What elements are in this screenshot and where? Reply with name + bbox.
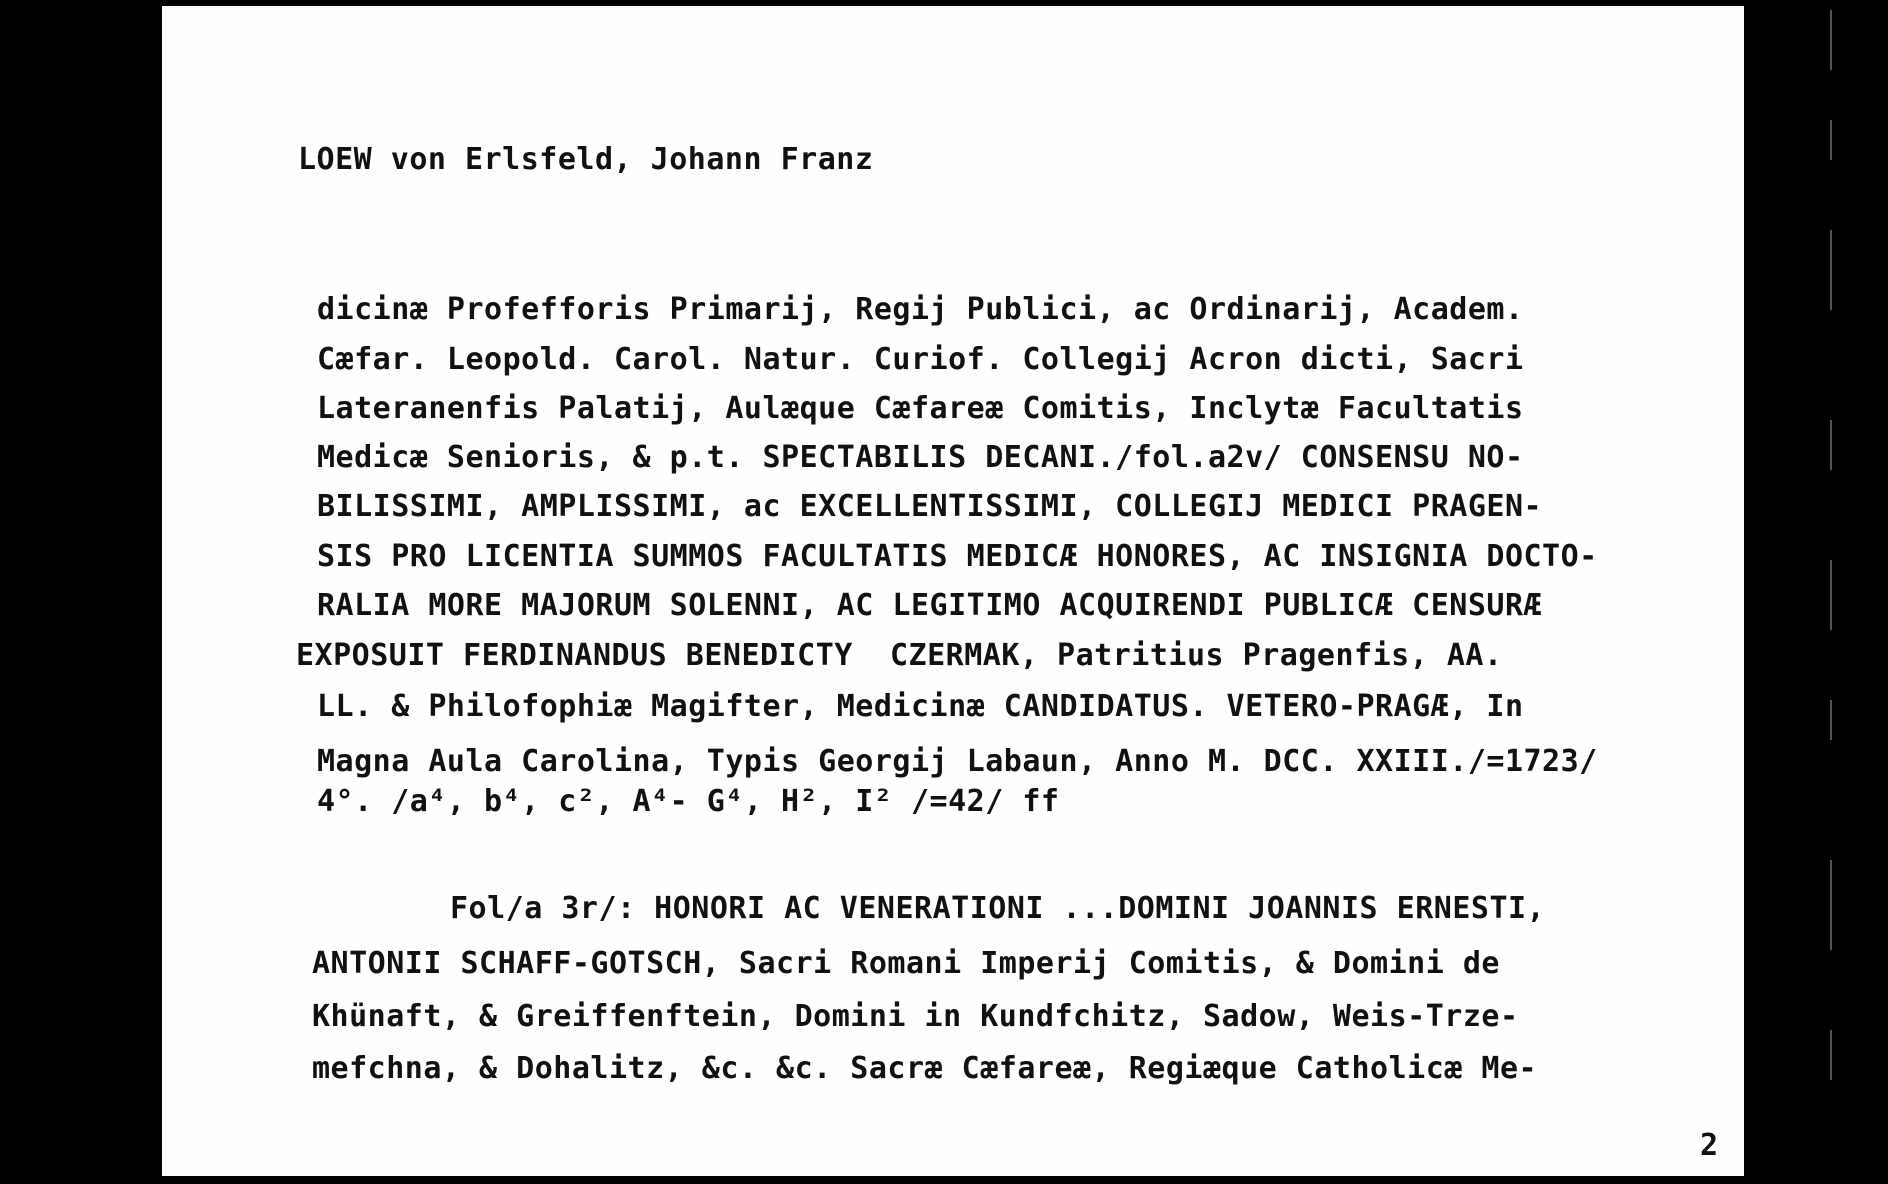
entry-heading: LOEW von Erlsfeld, Johann Franz	[298, 142, 874, 177]
text-line: Medicæ Senioris, & p.t. SPECTABILIS DECANI./fol.a2v/ CONSENSU NO-	[317, 440, 1524, 475]
text-line: LL. & Philofophiæ Magifter, Medicinæ CANDIDATUS. VETERO-PRAGÆ, In	[317, 689, 1524, 724]
page-number: 2	[1699, 1128, 1718, 1163]
text-line: mefchna, & Dohalitz, &c. &c. Sacræ Cæfareæ, Regiæque Catholicæ Me-	[312, 1051, 1538, 1086]
index-card	[162, 6, 1744, 1176]
text-line: ANTONII SCHAFF-GOTSCH, Sacri Romani Imperij Comitis, & Domini de	[312, 946, 1500, 981]
text-line: Cæfar. Leopold. Carol. Natur. Curiof. Collegij Acron dicti, Sacri	[317, 342, 1524, 377]
noise-mark	[1830, 560, 1832, 630]
noise-mark	[1830, 860, 1832, 950]
noise-mark	[1830, 230, 1832, 310]
noise-mark	[1830, 10, 1832, 70]
noise-mark	[1830, 1030, 1832, 1080]
text-line: Khünaft, & Greiffenftein, Domini in Kundfchitz, Sadow, Weis-Trze-	[312, 999, 1519, 1034]
noise-mark	[1830, 120, 1832, 160]
collation-line: 4°. /a⁴, b⁴, c², A⁴- G⁴, H², I² /=42/ ff	[317, 784, 1060, 819]
noise-mark	[1830, 420, 1832, 470]
text-line: dicinæ Profefforis Primarij, Regij Publici, ac Ordinarij, Academ.	[317, 292, 1524, 327]
text-line: Fol/a 3r/: HONORI AC VENERATIONI ...DOMINI JOANNIS ERNESTI,	[450, 891, 1546, 926]
scan-edge-noise	[1772, 0, 1888, 1184]
text-line: BILISSIMI, AMPLISSIMI, ac EXCELLENTISSIMI, COLLEGIJ MEDICI PRAGEN-	[317, 489, 1543, 524]
text-line: Magna Aula Carolina, Typis Georgij Labaun, Anno M. DCC. XXIII./=1723/	[317, 744, 1598, 779]
noise-mark	[1830, 700, 1832, 740]
text-line: EXPOSUIT FERDINANDUS BENEDICTY CZERMAK, Patritius Pragenfis, AA.	[296, 638, 1503, 673]
text-line: SIS PRO LICENTIA SUMMOS FACULTATIS MEDICÆ HONORES, AC INSIGNIA DOCTO-	[317, 539, 1598, 574]
text-line: Lateranenfis Palatij, Aulæque Cæfareæ Comitis, Inclytæ Facultatis	[317, 391, 1524, 426]
text-line: RALIA MORE MAJORUM SOLENNI, AC LEGITIMO ACQUIRENDI PUBLICÆ CENSURÆ	[317, 588, 1543, 623]
